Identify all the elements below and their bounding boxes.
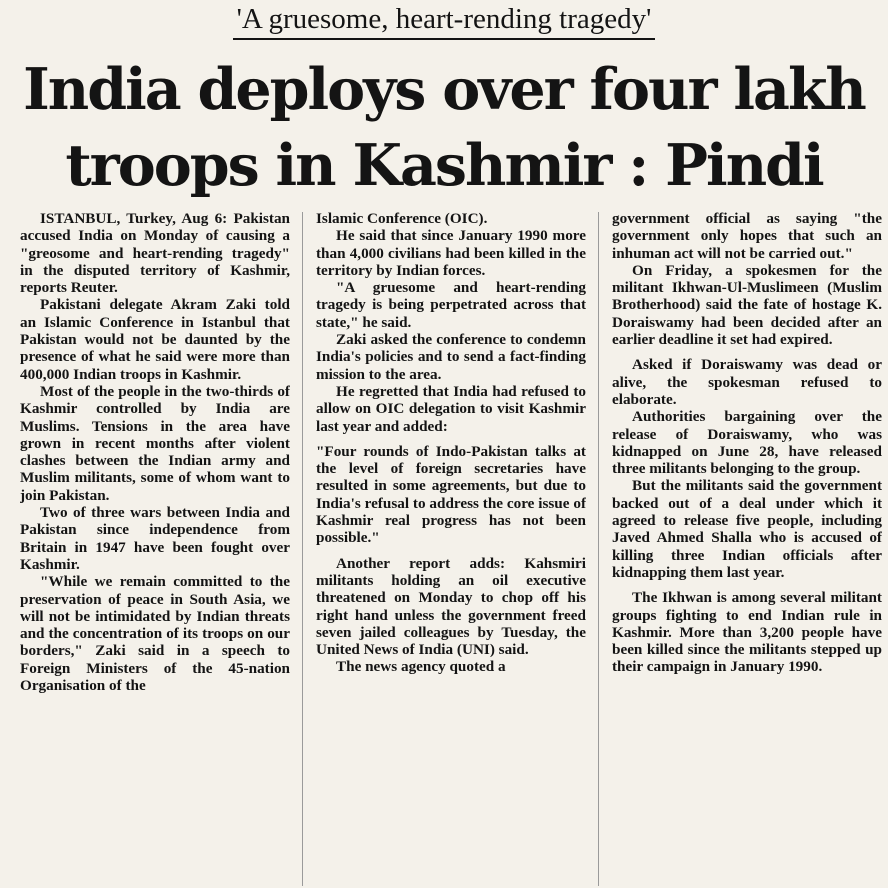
paragraph-text: "While we remain committed to the preservation of peace in South Asia, we will not be intimidated by Indian threats and the concentration of its troops on our borders," Zaki said in a speech to Foreign Ministers of the 45-nation Organisation of the <box>20 573 290 695</box>
paragraph-text: Zaki asked the conference to condemn India's policies and to send a fact-finding mission to the area. <box>316 331 586 383</box>
kicker-headline: 'A gruesome, heart-rending tragedy' <box>233 2 656 40</box>
article-paragraph <box>20 573 290 694</box>
article-column-3 <box>612 210 882 886</box>
column-divider <box>598 212 599 886</box>
article-paragraph <box>316 210 586 227</box>
paragraph-text: Another report adds: Kahsmiri militants holding an oil executive threatened on Monday to chop off his right hand unless the government freed seven jailed colleagues by Tuesday, the United News of India (UNI) said. <box>316 554 586 659</box>
paragraph-text: "A gruesome and heart-rending tragedy is being perpetrated across that state," he said. <box>316 279 586 331</box>
headline-line-1: India deploys over four lakh <box>23 56 865 123</box>
article-paragraph <box>20 504 290 573</box>
paragraph-text: But the militants said the government backed out of a deal under which it agreed to release five people, including Javed Ahmed Shalla who is accused of killing three Indian officials after kidnapping them last year. <box>612 477 882 581</box>
paragraph-text: Authorities bargaining over the release of Doraiswamy, who was kidnapped on June 28, have released three militants belonging to the group. <box>612 408 882 478</box>
article-paragraph <box>612 262 882 348</box>
article-paragraph <box>20 383 290 504</box>
article-paragraph <box>612 589 882 675</box>
kicker-container <box>0 2 888 40</box>
paragraph-text: Pakistani delegate Akram Zaki told an Islamic Conference in Istanbul that Pakistan would not be daunted by the presence of what he said were more than 400,000 Indian troops in Kashmir. <box>20 296 290 383</box>
column-divider <box>302 212 303 886</box>
paragraph-text: He regretted that India had refused to allow on OIC delegation to visit Kashmir last year and added: <box>316 382 586 435</box>
paragraph-text: On Friday, a spokesmen for the militant Ikhwan-Ul-Muslimeen (Muslim Brotherhood) said the fate of hostage K. Doraiswamy had been decided after an earlier deadline it set had expired. <box>612 261 882 349</box>
headline-line-2: troops in Kashmir : Pindi <box>65 132 823 199</box>
article-paragraph <box>316 383 586 435</box>
paragraph-text: Two of three wars between India and Pakistan since independence from Britain in 1947 have been fought over Kashmir. <box>20 504 290 573</box>
paragraph-text: The Ikhwan is among several militant groups fighting to end Indian rule in Kashmir. More than 3,200 people have been killed since the militants stepped up their campaign in January 1990. <box>612 589 882 676</box>
article-paragraph <box>316 555 586 659</box>
article-paragraph <box>20 210 290 296</box>
article-paragraph <box>612 210 882 262</box>
paragraph-text: Asked if Doraiswamy was dead or alive, the spokesman refused to elaborate. <box>612 356 882 408</box>
dateline: ISTANBUL, Turkey, Aug 6: <box>40 210 228 227</box>
article-paragraph <box>316 331 586 383</box>
article-paragraph <box>316 279 586 331</box>
paragraph-text: Islamic Conference (OIC). <box>316 210 488 227</box>
article-column-2 <box>316 210 586 886</box>
article-column-1 <box>20 210 290 886</box>
paragraph-text: Pakistan accused India on Monday of causing a "greosome and heart-rending tragedy" in the disputed territory of Kashmir, reports Reuter. <box>20 210 290 297</box>
main-headline <box>6 52 882 204</box>
paragraph-text: He said that since January 1990 more than 4,000 civilians had been killed in the territory by Indian forces. <box>316 227 586 279</box>
paragraph-text: "Four rounds of Indo-Pakistan talks at the level of foreign secretaries have resulted in some agreements, but due to India's refusal to address the core issue of Kashmir real progress has not been possible." <box>316 442 586 547</box>
article-paragraph <box>316 443 586 547</box>
paragraph-text: The news agency quoted a <box>336 658 506 676</box>
paragraph-text: Most of the people in the two-thirds of Kashmir controlled by India are Muslims. Tensions in the area have grown in recent months after violent clashes between the Indian army and Muslim militants, some of whom want to join Pakistan. <box>20 382 290 504</box>
article-paragraph <box>612 356 882 408</box>
article-paragraph <box>612 477 882 581</box>
article-paragraph <box>316 658 586 675</box>
article-paragraph <box>612 408 882 477</box>
paragraph-text: government official as saying "the government only hopes that such an inhuman act will not be carried out." <box>612 210 882 262</box>
article-paragraph <box>20 296 290 382</box>
article-paragraph <box>316 227 586 279</box>
